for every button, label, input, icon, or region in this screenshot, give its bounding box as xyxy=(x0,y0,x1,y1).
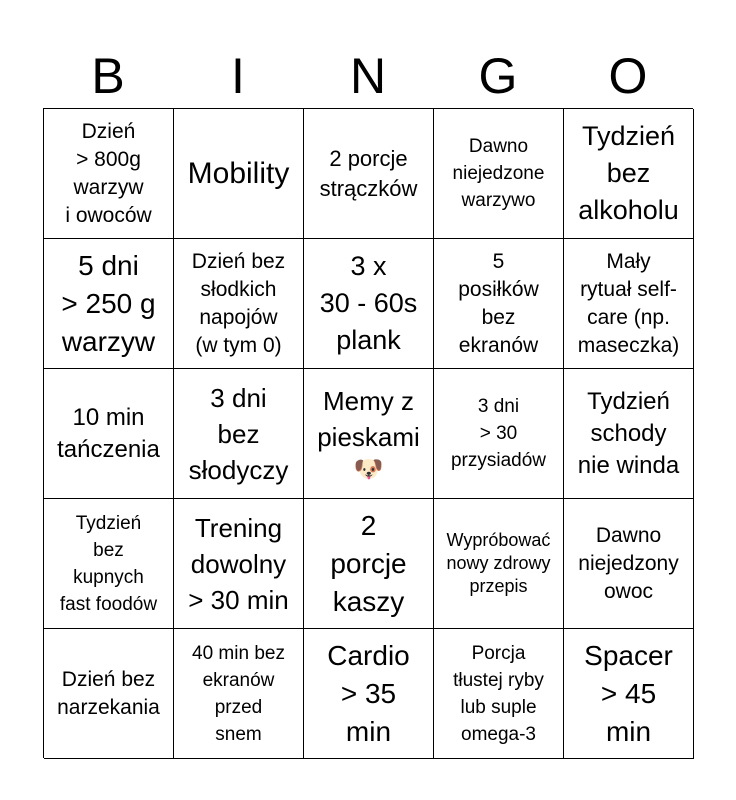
bingo-cell[interactable] xyxy=(44,239,174,369)
bingo-header xyxy=(43,44,693,108)
bingo-cell[interactable] xyxy=(304,239,434,369)
bingo-cell[interactable] xyxy=(434,499,564,629)
cell-text: Porcja tłustej ryby lub suple omega-3 xyxy=(453,642,544,745)
cell-text: Dawno niejedzone warzywo xyxy=(452,136,545,211)
cell-text: 2 porcje strączków xyxy=(319,145,418,201)
bingo-cell[interactable] xyxy=(44,499,174,629)
bingo-cell[interactable] xyxy=(44,109,174,239)
bingo-cell[interactable] xyxy=(434,239,564,369)
bingo-cell[interactable] xyxy=(564,239,694,369)
cell-text: Tydzień bez kupnych fast foodów xyxy=(59,512,158,615)
cell-text: Cardio > 35 min xyxy=(327,639,410,747)
header-letter-i: I xyxy=(231,48,245,104)
bingo-cell[interactable] xyxy=(434,369,564,499)
bingo-cell[interactable] xyxy=(174,499,304,629)
cell-text: Dzień > 800g warzyw i owoców xyxy=(65,119,152,227)
cell-text: Memy z pieskami xyxy=(317,385,420,452)
cell-text: 5 dni > 250 g warzyw xyxy=(61,249,156,357)
bingo-cell[interactable] xyxy=(174,629,304,759)
cell-text: 10 min tańczenia xyxy=(57,403,160,463)
cell-text: Dzień bez narzekania xyxy=(57,667,160,719)
bingo-grid xyxy=(43,108,693,758)
bingo-cell[interactable] xyxy=(174,109,304,239)
bingo-cell[interactable] xyxy=(304,109,434,239)
bingo-cell[interactable] xyxy=(434,629,564,759)
bingo-cell[interactable] xyxy=(304,629,434,759)
cell-text: 3 x 30 - 60s plank xyxy=(319,251,418,355)
bingo-cell[interactable] xyxy=(174,239,304,369)
cell-text: Trening dowolny > 30 min xyxy=(188,512,289,615)
cell-text: Tydzień schody nie winda xyxy=(577,387,680,479)
cell-text: Mały rytuał self- care (np. maseczka) xyxy=(577,249,680,357)
bingo-cell[interactable] xyxy=(564,499,694,629)
cell-text: 3 dni > 30 przysiadów xyxy=(450,396,547,471)
cell-text: Spacer > 45 min xyxy=(584,639,673,747)
bingo-cell[interactable] xyxy=(304,369,434,499)
cell-text: 2 porcje kaszy xyxy=(330,509,407,617)
header-letter-o: O xyxy=(608,48,648,104)
header-letter-g: G xyxy=(478,48,518,104)
cell-text: Dzień bez słodkich napojów (w tym 0) xyxy=(191,249,286,357)
bingo-cell[interactable] xyxy=(44,629,174,759)
bingo-cell[interactable] xyxy=(564,109,694,239)
cell-text: 5 posiłków bez ekranów xyxy=(458,249,539,357)
bingo-cell[interactable] xyxy=(564,629,694,759)
cell-text: 3 dni bez słodyczy xyxy=(188,382,289,485)
bingo-cell[interactable] xyxy=(304,499,434,629)
header-letter-b: B xyxy=(91,48,125,104)
cell-text: Dawno niejedzony owoc xyxy=(578,523,679,603)
dog-icon: 🐶 xyxy=(353,455,384,483)
bingo-cell[interactable] xyxy=(174,369,304,499)
cell-text: Mobility xyxy=(187,157,290,190)
cell-text: Tydzień bez alkoholu xyxy=(578,121,679,225)
cell-text: Wypróbować nowy zdrowy przepis xyxy=(446,530,551,596)
cell-text: 40 min bez ekranów przed snem xyxy=(192,642,285,745)
header-letter-n: N xyxy=(349,48,387,104)
bingo-cell[interactable] xyxy=(434,109,564,239)
bingo-cell[interactable] xyxy=(44,369,174,499)
bingo-cell[interactable] xyxy=(564,369,694,499)
